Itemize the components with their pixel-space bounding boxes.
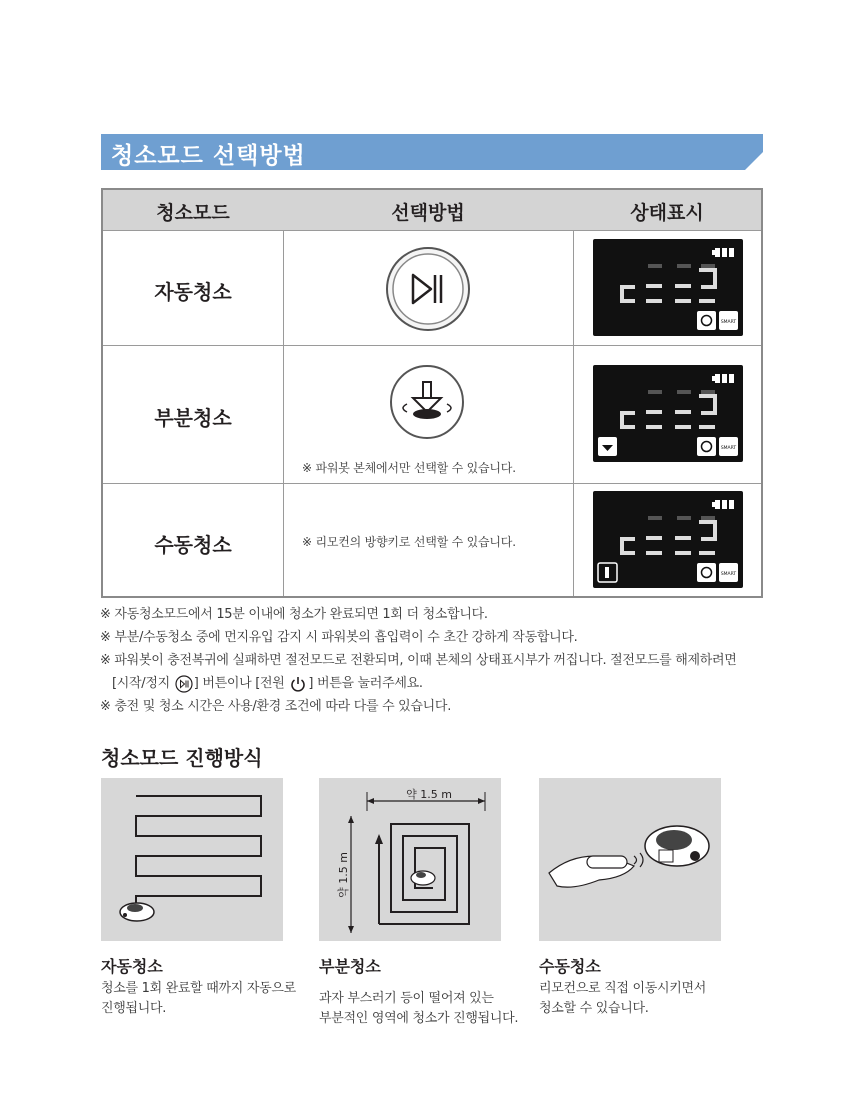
lcd-readout [593, 491, 743, 588]
spot-clean-illustration [319, 778, 501, 941]
mode-spot-label: 부분청소 [154, 406, 232, 430]
caption-auto-desc [101, 979, 296, 1019]
caption-spot-title: 부분청소 [319, 957, 381, 976]
footnote-part: ] 버튼을 눌러주세요. [308, 676, 423, 691]
footnote: ※ 부분/수동청소 중에 먼지유입 감지 시 파워봇의 흡입력이 수 초간 강하게 작동합니다. [100, 630, 578, 645]
header-status: 상태표시 [630, 202, 704, 224]
cleaning-mode-table [101, 188, 763, 598]
row-divider [103, 483, 761, 484]
status-display-spot [593, 365, 743, 462]
column-divider [573, 231, 574, 596]
column-divider [283, 231, 284, 596]
lcd-readout [593, 239, 743, 336]
start-stop-icon [385, 246, 471, 332]
smart-label: SMART [720, 572, 737, 577]
smart-label: SMART [720, 446, 737, 451]
mode-manual-label: 수동청소 [154, 533, 232, 557]
lcd-readout [593, 365, 743, 462]
power-icon [289, 675, 307, 693]
table-header [103, 190, 761, 231]
footnote-continued [100, 672, 780, 695]
dimension-height: 약 1.5 m [337, 852, 350, 898]
caption-line: 리모컨으로 직접 이동시키면서 [539, 981, 707, 996]
footnote-part: [시작/정지 [112, 676, 170, 691]
header-mode: 청소모드 [156, 202, 230, 224]
header-method: 선택방법 [391, 202, 465, 224]
footnote: ※ 파워봇이 충전복귀에 실패하면 절전모드로 전환되며, 이때 본체의 상태표시부가 꺼집니다. 절전모드를 해제하려면 [100, 653, 737, 668]
dimension-width: 약 1.5 m [406, 788, 452, 801]
caption-spot-desc [319, 989, 518, 1029]
smart-label: SMART [720, 320, 737, 325]
spot-clean-icon [389, 364, 465, 440]
footnotes [100, 603, 780, 718]
caption-line: 청소할 수 있습니다. [539, 1001, 649, 1016]
caption-manual-title: 수동청소 [539, 957, 601, 976]
auto-clean-illustration [101, 778, 283, 941]
caption-line: 진행됩니다. [101, 1001, 167, 1016]
spot-method-note: ※ 파워봇 본체에서만 선택할 수 있습니다. [302, 461, 516, 475]
page-title: 청소모드 선택방법 [111, 143, 306, 169]
section-title-bar [101, 134, 763, 170]
caption-line: 부분적인 영역에 청소가 진행됩니다. [319, 1011, 519, 1026]
remote-control-scene [539, 778, 721, 941]
footnote: ※ 충전 및 청소 시간은 사용/환경 조건에 따라 다를 수 있습니다. [100, 699, 452, 714]
caption-line: 과자 부스러기 등이 떨어져 있는 [319, 991, 494, 1006]
zigzag-path-diagram [101, 778, 283, 941]
footnote-part: ] 버튼이나 [전원 [193, 676, 285, 691]
spiral-path-diagram [319, 778, 501, 941]
caption-manual-desc [539, 979, 706, 1019]
row-divider [103, 345, 761, 346]
status-display-manual [593, 491, 743, 588]
progress-section-title: 청소모드 진행방식 [101, 746, 263, 770]
manual-method-note: ※ 리모컨의 방향키로 선택할 수 있습니다. [302, 535, 516, 549]
status-display-auto [593, 239, 743, 336]
caption-auto-title: 자동청소 [101, 957, 163, 976]
footnote: ※ 자동청소모드에서 15분 이내에 청소가 완료되면 1회 더 청소합니다. [100, 607, 488, 622]
manual-clean-illustration [539, 778, 721, 941]
caption-line: 청소를 1회 완료할 때까지 자동으로 [101, 981, 296, 996]
mode-auto-label: 자동청소 [154, 280, 232, 304]
start-stop-icon [175, 675, 193, 693]
